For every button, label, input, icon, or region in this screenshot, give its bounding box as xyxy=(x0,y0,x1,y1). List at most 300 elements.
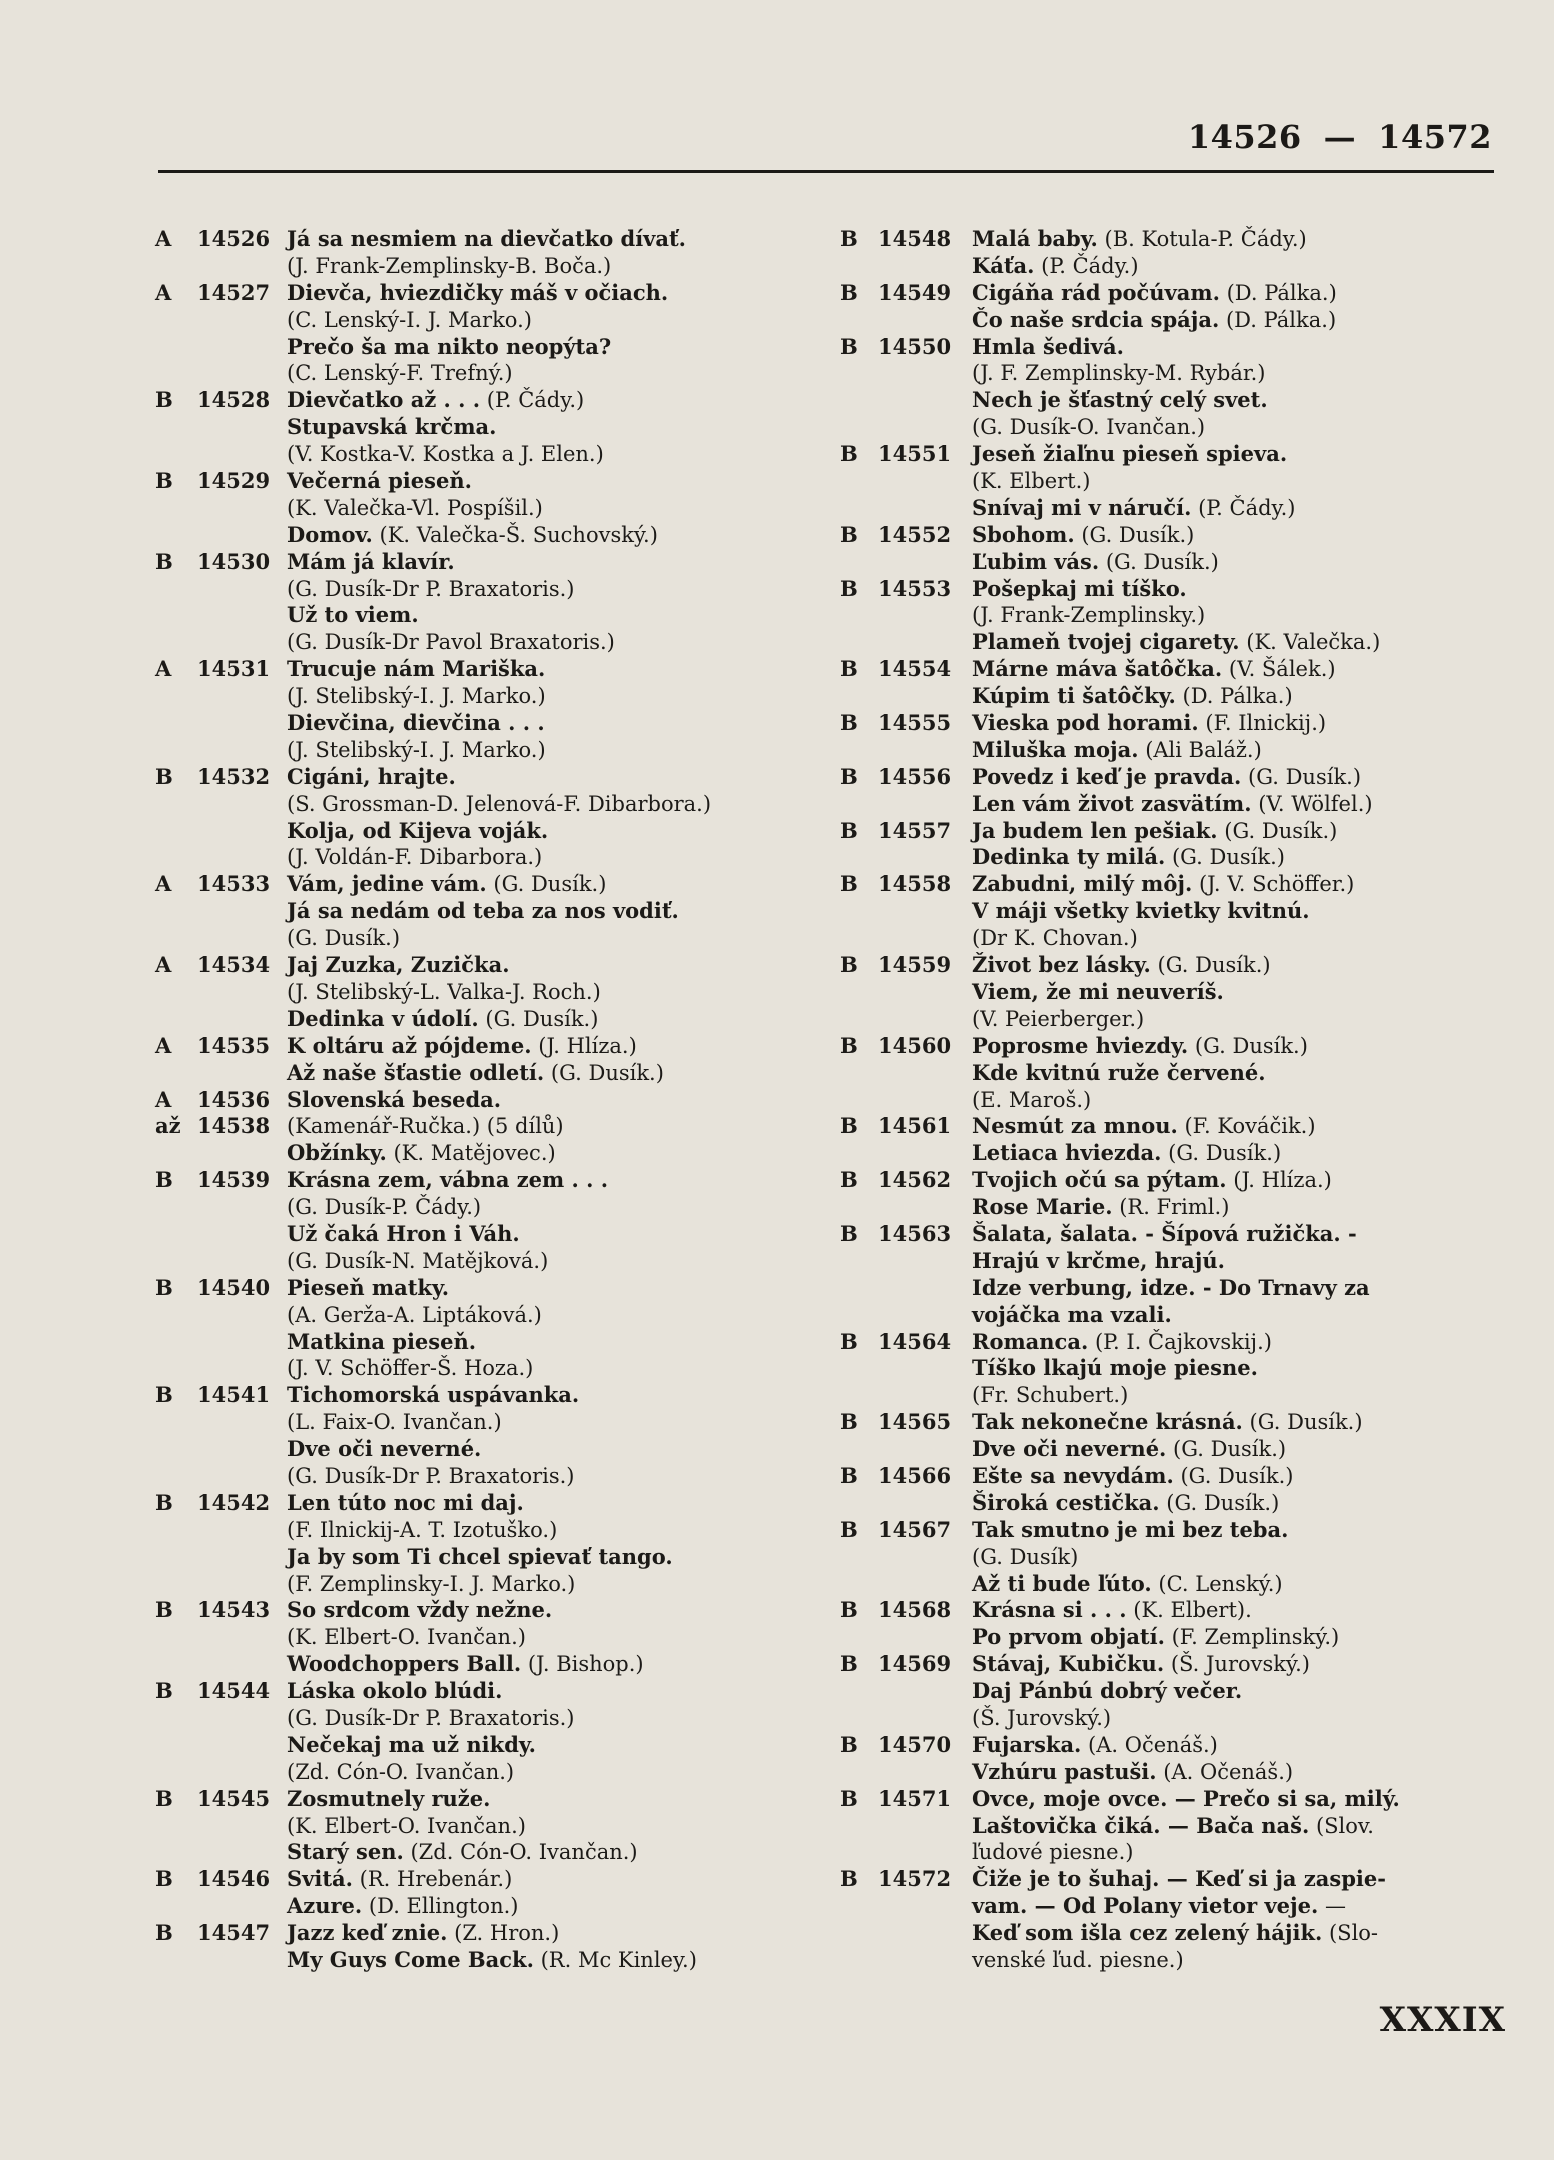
catalog-line xyxy=(155,1302,855,1329)
entry-text xyxy=(972,468,1091,495)
song-credit: (G. Dusík-Dr Pavol Braxatoris.) xyxy=(287,630,615,655)
catalog-line xyxy=(155,1409,855,1436)
song-title: Káťa. xyxy=(972,252,1035,278)
catalog-line xyxy=(155,1060,855,1087)
entry-text xyxy=(972,334,1124,361)
song-title: Stávaj, Kubičku. xyxy=(972,1651,1165,1677)
song-credit: (A. Očenáš.) xyxy=(1156,1759,1294,1784)
catalog-line xyxy=(155,307,855,334)
song-credit: (D. Pálka.) xyxy=(1219,307,1337,332)
song-credit: (Zd. Cón-O. Ivančan.) xyxy=(403,1840,638,1865)
song-title: Viem, že mi neuveríš. xyxy=(972,978,1224,1004)
song-title: Hrajú v krčme, hrajú. xyxy=(972,1247,1225,1273)
catalog-line xyxy=(840,1463,1520,1490)
song-title: Fujarska. xyxy=(972,1731,1082,1757)
song-credit: ľudové piesne.) xyxy=(972,1840,1134,1865)
record-number: 14568 xyxy=(878,1597,952,1623)
song-credit: (G. Dusík.) xyxy=(1217,818,1338,843)
record-side: A xyxy=(155,1086,172,1112)
entry-text xyxy=(287,979,601,1006)
song-credit: (J. V. Schöffer.) xyxy=(1192,872,1355,897)
song-title: Tak nekonečne krásná. xyxy=(972,1409,1243,1435)
entry-text xyxy=(287,1060,664,1087)
catalog-line xyxy=(840,656,1520,683)
song-credit: (V. Šálek.) xyxy=(1222,657,1336,682)
song-credit: (K. Elbert-O. Ivančan.) xyxy=(287,1625,526,1650)
record-side: B xyxy=(155,1274,173,1300)
record-number: 14538 xyxy=(197,1113,271,1139)
record-side: B xyxy=(155,548,173,574)
song-credit: (K. Valečka-Vl. Pospíšil.) xyxy=(287,495,543,520)
entry-text xyxy=(287,1571,575,1598)
catalog-line xyxy=(155,952,855,979)
catalog-line xyxy=(840,468,1520,495)
song-credit: (L. Faix-O. Ivančan.) xyxy=(287,1410,502,1435)
record-number: 14546 xyxy=(197,1866,271,1892)
song-credit: (K. Valečka-Š. Suchovský.) xyxy=(372,522,658,547)
entry-text xyxy=(972,1167,1332,1194)
range-dash: — xyxy=(1323,118,1357,156)
entry-text xyxy=(287,360,513,387)
song-credit: (Slov. xyxy=(1309,1813,1374,1838)
entry-text xyxy=(972,1060,1266,1087)
record-side: A xyxy=(155,226,172,251)
song-credit: (Slo- xyxy=(1322,1921,1379,1946)
catalog-line xyxy=(155,1705,855,1732)
song-title: Až ti bude ľúto. xyxy=(972,1570,1152,1596)
catalog-line xyxy=(155,1624,855,1651)
entry-text xyxy=(287,1140,556,1167)
catalog-line xyxy=(840,979,1520,1006)
entry-text xyxy=(972,1517,1288,1544)
song-credit: (G. Dusík.) xyxy=(1161,1141,1282,1166)
catalog-line xyxy=(840,1947,1520,1974)
entry-text xyxy=(287,1813,526,1840)
catalog-line xyxy=(155,791,855,818)
catalog-line xyxy=(840,710,1520,737)
song-title: Rose Marie. xyxy=(972,1194,1113,1220)
entry-text xyxy=(287,764,456,791)
entry-text xyxy=(972,1544,1078,1571)
entry-text xyxy=(972,1893,1346,1920)
song-title: Starý sen. xyxy=(287,1839,404,1865)
record-number: 14569 xyxy=(878,1651,952,1677)
song-title: Idze verbung, idze. - Do Trnavy za xyxy=(972,1274,1370,1300)
entry-text xyxy=(972,737,1262,764)
entry-text xyxy=(972,1221,1357,1248)
entry-text xyxy=(972,226,1307,253)
entry-text xyxy=(972,387,1268,414)
record-number: 14558 xyxy=(878,871,952,897)
catalog-line xyxy=(155,1113,855,1140)
catalog-line xyxy=(840,1490,1520,1517)
song-title: Dve oči neverné. xyxy=(972,1436,1167,1462)
song-title: Cigáni, hrajte. xyxy=(287,763,456,789)
entry-text xyxy=(972,1705,1111,1732)
song-credit: (G. Dusík.) xyxy=(1166,1437,1287,1462)
catalog-line xyxy=(840,522,1520,549)
song-title: Poprosme hviezdy. xyxy=(972,1032,1189,1058)
entry-text xyxy=(972,1678,1242,1705)
entry-text xyxy=(287,1947,697,1974)
song-title: Dievčina, dievčina . . . xyxy=(287,710,545,736)
record-side: B xyxy=(155,468,173,494)
entry-text xyxy=(287,226,686,253)
entry-text xyxy=(287,334,611,361)
entry-text xyxy=(972,602,1205,629)
song-title: Azure. xyxy=(287,1893,363,1919)
catalog-line xyxy=(840,1624,1520,1651)
entry-text xyxy=(972,871,1354,898)
catalog-line xyxy=(840,1275,1520,1302)
catalog-line xyxy=(840,844,1520,871)
record-number: 14531 xyxy=(197,656,271,682)
page-number: XXXIX xyxy=(1379,2000,1506,2040)
song-credit: (A. Očenáš.) xyxy=(1081,1732,1218,1757)
song-credit: (G. Dusík.) xyxy=(544,1060,664,1085)
entry-text xyxy=(972,1732,1218,1759)
entry-text xyxy=(287,549,455,576)
record-side: B xyxy=(155,1489,173,1515)
song-credit: (F. Kováčik.) xyxy=(1177,1114,1316,1139)
song-title: Krásna si . . . xyxy=(972,1597,1127,1623)
catalog-line xyxy=(840,737,1520,764)
record-side: B xyxy=(840,1167,858,1193)
page-header xyxy=(1188,118,1492,156)
entry-text xyxy=(287,1436,481,1463)
catalog-line xyxy=(155,576,855,603)
catalog-line xyxy=(840,1597,1520,1624)
song-title: Já sa nedám od teba za nos vodiť. xyxy=(287,898,679,924)
catalog-line xyxy=(155,1436,855,1463)
catalog-line xyxy=(155,280,855,307)
record-side: B xyxy=(840,1516,858,1542)
song-title: Pieseň matky. xyxy=(287,1274,450,1300)
catalog-line xyxy=(840,549,1520,576)
catalog-line xyxy=(155,1517,855,1544)
record-side: B xyxy=(840,817,858,843)
entry-text xyxy=(972,1006,1144,1033)
record-number: 14571 xyxy=(878,1785,952,1811)
song-credit: (D. Pálka.) xyxy=(1219,280,1337,305)
catalog-line xyxy=(840,1920,1520,1947)
record-number: 14548 xyxy=(878,226,952,251)
song-title: Len túto noc mi daj. xyxy=(287,1489,524,1515)
song-credit: (F. Zemplinský.) xyxy=(1164,1625,1340,1650)
song-credit: — xyxy=(1318,1894,1346,1919)
entry-text xyxy=(972,1087,1091,1114)
entry-text xyxy=(287,1517,557,1544)
catalog-line xyxy=(840,1866,1520,1893)
entry-text xyxy=(287,307,532,334)
catalog-line xyxy=(155,925,855,952)
song-credit: (R. Hrebenár.) xyxy=(352,1867,513,1892)
entry-text xyxy=(287,414,496,441)
song-credit: (G. Dusík.) xyxy=(1188,1033,1308,1058)
entry-text xyxy=(972,898,1310,925)
song-credit: (F. Ilnickij-A. T. Izotuško.) xyxy=(287,1517,558,1542)
catalog-line xyxy=(155,1329,855,1356)
catalog-line xyxy=(840,1355,1520,1382)
record-side: A xyxy=(155,656,172,682)
song-credit: (C. Lenský.) xyxy=(1151,1571,1283,1596)
entry-text xyxy=(287,791,711,818)
catalog-line xyxy=(155,1597,855,1624)
catalog-line xyxy=(155,1140,855,1167)
record-number: 14540 xyxy=(197,1274,271,1300)
catalog-line xyxy=(840,1678,1520,1705)
record-side: B xyxy=(840,710,858,736)
record-number: 14557 xyxy=(878,817,952,843)
entry-text xyxy=(287,1705,575,1732)
catalog-line xyxy=(155,1490,855,1517)
record-side: B xyxy=(155,1382,173,1408)
song-title: Malá baby. xyxy=(972,226,1098,251)
catalog-line xyxy=(840,387,1520,414)
song-title: Povedz i keď je pravda. xyxy=(972,763,1242,789)
record-side: B xyxy=(155,1866,173,1892)
song-credit: (G. Dusík-P. Čády.) xyxy=(287,1195,482,1220)
entry-text xyxy=(972,979,1224,1006)
song-title: Tak smutno je mi bez teba. xyxy=(972,1516,1289,1542)
catalog-line xyxy=(840,818,1520,845)
song-credit: (K. Matějovec.) xyxy=(386,1141,556,1166)
catalog-line xyxy=(155,226,855,253)
catalog-line xyxy=(155,334,855,361)
song-title: Zabudni, milý môj. xyxy=(972,871,1193,897)
song-credit: (F. Zemplinsky-I. J. Marko.) xyxy=(287,1571,576,1596)
song-title: Kolja, od Kijeva voják. xyxy=(287,817,549,843)
entry-text xyxy=(287,253,611,280)
catalog-line xyxy=(155,1759,855,1786)
song-title: Márne máva šatôčka. xyxy=(972,656,1223,682)
catalog-line xyxy=(155,979,855,1006)
entry-text xyxy=(972,280,1337,307)
entry-text xyxy=(972,791,1373,818)
song-credit: (G. Dusík.) xyxy=(1159,1490,1280,1515)
catalog-line xyxy=(155,1194,855,1221)
entry-text xyxy=(972,764,1361,791)
song-credit: (D. Ellington.) xyxy=(362,1894,519,1919)
record-number: 14549 xyxy=(878,279,952,305)
catalog-line xyxy=(155,1893,855,1920)
catalog-line xyxy=(155,602,855,629)
entry-text xyxy=(972,1140,1281,1167)
song-title: Šalata, šalata. - Šípová ružička. - xyxy=(972,1220,1357,1246)
catalog-line xyxy=(155,360,855,387)
catalog-line xyxy=(155,1813,855,1840)
record-number: 14528 xyxy=(197,387,271,413)
entry-text xyxy=(287,280,668,307)
catalog-line xyxy=(155,387,855,414)
entry-text xyxy=(972,414,1205,441)
song-title: Dievčatko až . . . xyxy=(287,387,481,413)
header-rule xyxy=(158,170,1494,173)
catalog-line xyxy=(155,629,855,656)
song-credit: (P. Čády.) xyxy=(1191,495,1296,520)
record-number: 14566 xyxy=(878,1462,952,1488)
entry-text xyxy=(972,522,1194,549)
catalog-line xyxy=(840,1409,1520,1436)
record-number: 14556 xyxy=(878,763,952,789)
entry-text xyxy=(972,1786,1400,1813)
song-credit: (R. Mc Kinley.) xyxy=(533,1948,697,1972)
song-credit: (G. Dusík.) xyxy=(287,926,401,951)
catalog-line xyxy=(155,1732,855,1759)
record-side: B xyxy=(840,521,858,547)
catalog-line xyxy=(155,1571,855,1598)
entry-text xyxy=(287,602,419,629)
entry-text xyxy=(287,1866,512,1893)
catalog-line xyxy=(155,495,855,522)
song-credit: (E. Maroš.) xyxy=(972,1087,1092,1112)
entry-text xyxy=(287,1006,598,1033)
catalog-line xyxy=(155,253,855,280)
record-number: 14562 xyxy=(878,1167,952,1193)
song-credit: (G. Dusík.) xyxy=(486,872,607,897)
entry-text xyxy=(287,925,400,952)
catalog-line xyxy=(155,1167,855,1194)
catalog-line xyxy=(155,737,855,764)
entry-text xyxy=(972,925,1138,952)
catalog-line xyxy=(840,253,1520,280)
song-credit: (J. Frank-Zemplinsky.) xyxy=(972,603,1206,628)
song-title: Romanca. xyxy=(972,1328,1089,1354)
entry-text xyxy=(287,1544,673,1571)
record-side: A xyxy=(155,871,172,897)
song-credit: (P. Čády.) xyxy=(1034,253,1139,278)
entry-text xyxy=(972,818,1337,845)
record-side: A xyxy=(155,952,172,978)
catalog-line xyxy=(155,844,855,871)
song-credit: (J. Hlíza.) xyxy=(1226,1168,1332,1193)
song-credit: (R. Friml.) xyxy=(1112,1195,1230,1220)
song-credit: (J. V. Schöffer-Š. Hoza.) xyxy=(287,1356,534,1381)
entry-text xyxy=(972,549,1219,576)
catalog-line xyxy=(840,414,1520,441)
catalog-line xyxy=(155,549,855,576)
catalog-line xyxy=(155,1947,855,1974)
song-title: Večerná pieseň. xyxy=(287,468,472,494)
song-title: Kúpim ti šatôčky. xyxy=(972,683,1176,709)
song-credit: (V. Kostka-V. Kostka a J. Elen.) xyxy=(287,442,604,467)
catalog-line xyxy=(155,1544,855,1571)
entry-text xyxy=(972,576,1187,603)
record-number: 14555 xyxy=(878,710,952,736)
entry-text xyxy=(287,1893,518,1920)
song-title: Mám já klavír. xyxy=(287,548,455,574)
record-number: 14561 xyxy=(878,1113,952,1139)
record-number: 14550 xyxy=(878,333,952,359)
record-side: B xyxy=(840,871,858,897)
record-number: 14547 xyxy=(197,1920,271,1946)
entry-text xyxy=(972,1813,1374,1840)
entry-text xyxy=(287,952,510,979)
catalog-line xyxy=(155,1248,855,1275)
entry-text xyxy=(972,1463,1294,1490)
catalog-line xyxy=(155,1087,855,1114)
entry-text xyxy=(972,1651,1310,1678)
catalog-line xyxy=(155,468,855,495)
entry-text xyxy=(287,1355,533,1382)
entry-text xyxy=(972,1947,1184,1974)
catalog-line xyxy=(840,871,1520,898)
record-side: B xyxy=(155,387,173,413)
song-title: Daj Pánbú dobrý večer. xyxy=(972,1678,1243,1704)
song-credit: (G. Dusík-Dr P. Braxatoris.) xyxy=(287,1463,575,1488)
record-side: B xyxy=(840,1597,858,1623)
song-title: Ešte sa nevydám. xyxy=(972,1462,1174,1488)
song-credit: (V. Wölfel.) xyxy=(1251,791,1373,816)
song-title: Dedinka v údolí. xyxy=(287,1005,479,1031)
entry-text xyxy=(972,844,1285,871)
song-credit: (J. F. Zemplinsky-M. Rybár.) xyxy=(972,361,1266,386)
song-title: Sbohom. xyxy=(972,521,1075,547)
song-title: Jeseň žiaľnu pieseň spieva. xyxy=(972,441,1288,467)
entry-text xyxy=(972,710,1326,737)
catalog-line xyxy=(840,1113,1520,1140)
entry-text xyxy=(287,844,542,871)
song-credit: (P. Čády.) xyxy=(480,388,585,413)
song-credit: (G. Dusík-O. Ivančan.) xyxy=(972,415,1206,440)
catalog-line xyxy=(155,871,855,898)
catalog-line xyxy=(840,441,1520,468)
catalog-line xyxy=(155,1275,855,1302)
record-side: B xyxy=(840,1113,858,1139)
song-credit: (J. Stelibský-L. Valka-J. Roch.) xyxy=(287,979,601,1004)
entry-text xyxy=(972,1382,1128,1409)
entry-text xyxy=(972,1597,1252,1624)
song-title: Miluška moja. xyxy=(972,736,1139,762)
entry-text xyxy=(972,441,1287,468)
catalog-line xyxy=(840,764,1520,791)
record-number: 14526 xyxy=(197,226,271,251)
song-title: Jaj Zuzka, Zuzička. xyxy=(287,952,510,978)
record-number: 14536 xyxy=(197,1086,271,1112)
record-number: 14544 xyxy=(197,1678,271,1704)
entry-text xyxy=(287,1275,449,1302)
catalog-line xyxy=(840,952,1520,979)
entry-text xyxy=(287,1409,502,1436)
entry-text xyxy=(287,1678,502,1705)
entry-text xyxy=(287,1382,579,1409)
record-side: až xyxy=(155,1113,181,1139)
entry-text xyxy=(972,1920,1378,1947)
catalog-line xyxy=(155,1033,855,1060)
entry-text xyxy=(287,468,472,495)
entry-text xyxy=(287,1329,476,1356)
entry-text xyxy=(287,656,545,683)
catalog-line xyxy=(840,576,1520,603)
catalog-line xyxy=(840,1732,1520,1759)
left-column xyxy=(155,226,855,1974)
song-credit: (G. Dusík.) xyxy=(1242,1410,1363,1435)
song-title: Čo naše srdcia spája. xyxy=(972,306,1220,332)
catalog-line xyxy=(155,764,855,791)
entry-text xyxy=(287,1597,552,1624)
song-title: Hmla šedivá. xyxy=(972,333,1124,359)
song-credit: (Z. Hron.) xyxy=(447,1921,560,1946)
entry-text xyxy=(972,1355,1258,1382)
song-credit: (Fr. Schubert.) xyxy=(972,1383,1129,1408)
record-side: B xyxy=(155,1167,173,1193)
catalog-line xyxy=(840,1248,1520,1275)
catalog-line xyxy=(840,360,1520,387)
song-title: Tichomorská uspávanka. xyxy=(287,1382,580,1408)
song-credit: (G. Dusík.) xyxy=(1173,1463,1294,1488)
catalog-line xyxy=(155,1355,855,1382)
song-title: Už to viem. xyxy=(287,602,419,628)
